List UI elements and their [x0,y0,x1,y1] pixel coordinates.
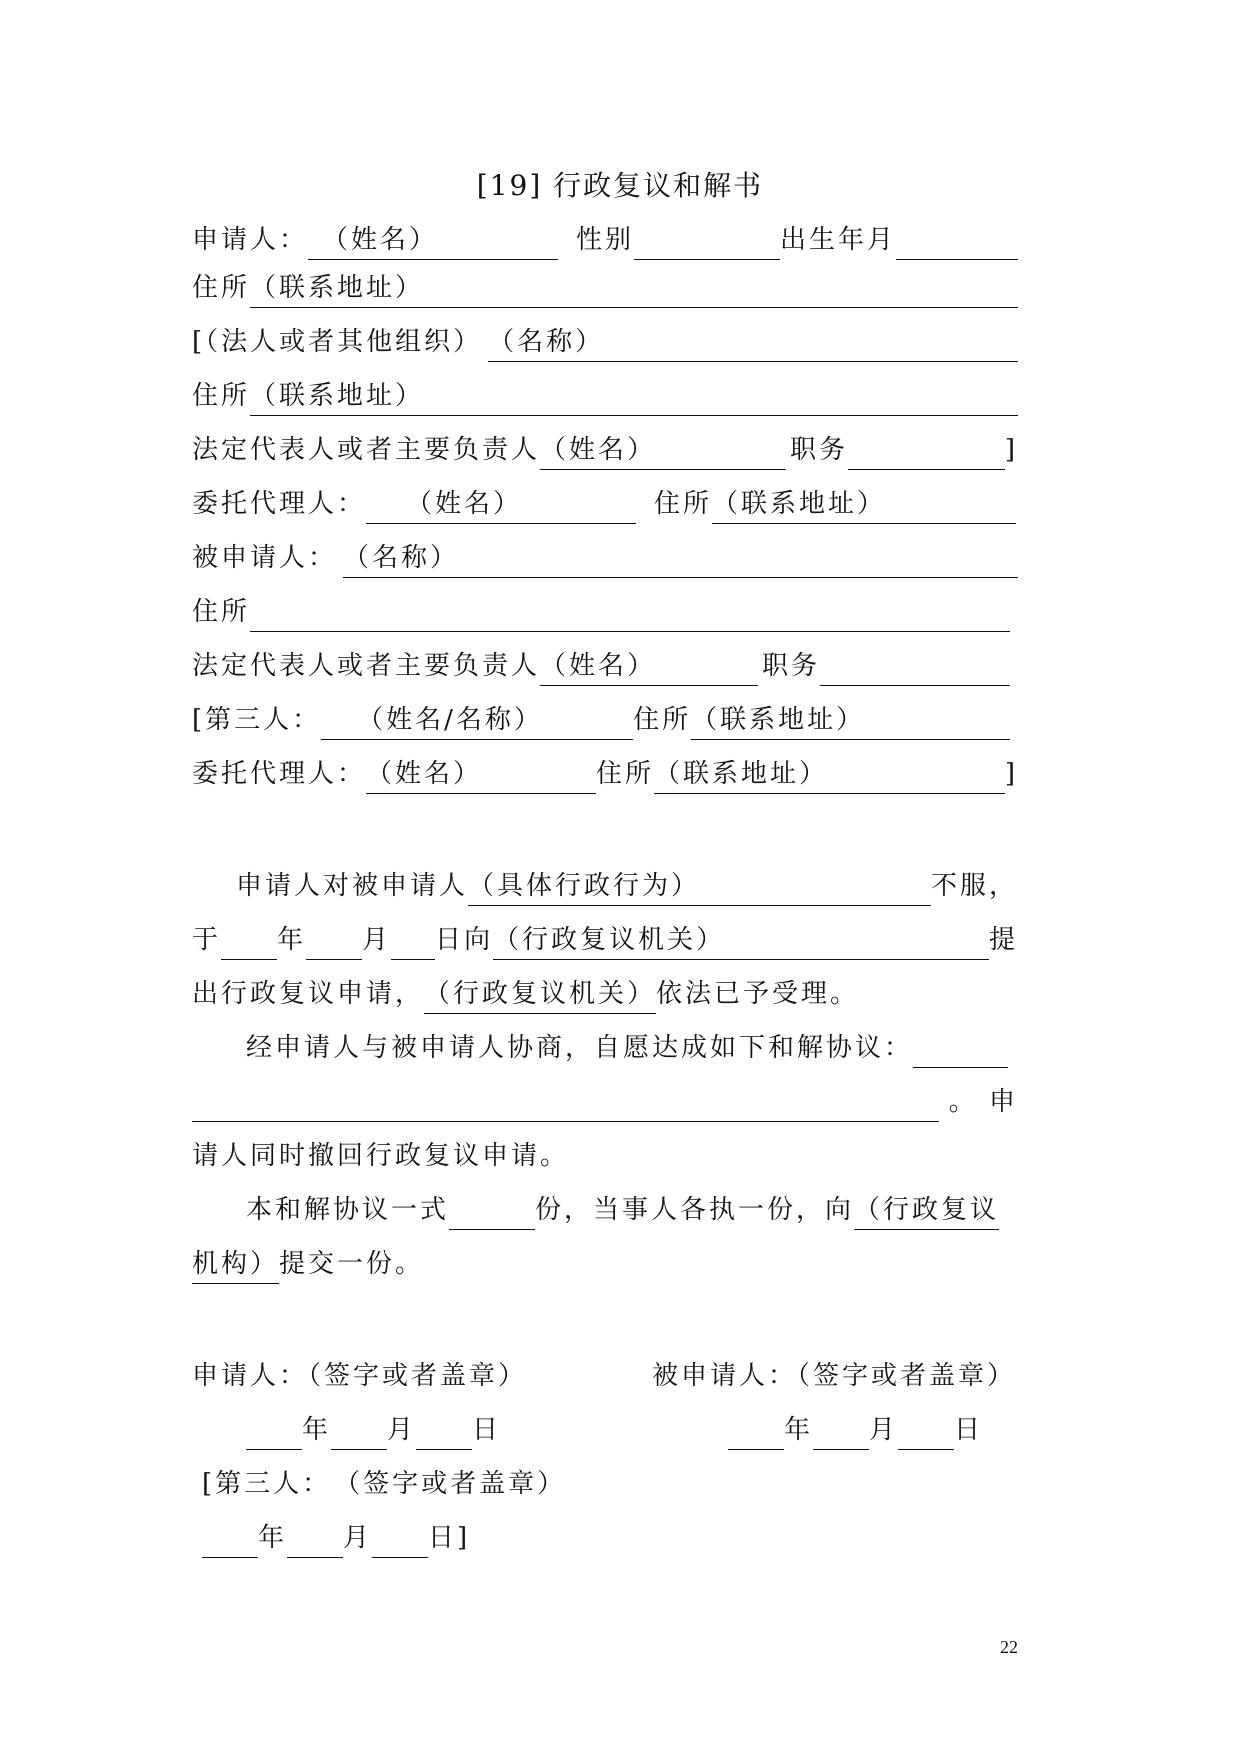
birth-field[interactable] [896,223,1018,260]
body-text: 出行政复议申请， [192,979,425,1009]
third-party-row [192,700,1010,740]
body-line-1 [236,866,1018,906]
third-party-month-field[interactable] [287,1521,343,1558]
third-party-address-field[interactable]: （联系地址） [691,703,1010,740]
body-text: 经申请人与被申请人协商，自愿达成如下和解协议： [246,1033,914,1063]
body-text: 提交一份。 [279,1249,425,1279]
body-text: 请人同时撤回行政复议申请。 [192,1141,570,1171]
day-label: 日 [954,1415,984,1445]
organization-address-field[interactable]: （联系地址） [250,379,1018,416]
body-line-5 [192,1082,1018,1122]
applicant-year-field[interactable] [246,1413,302,1450]
applicant-signature-label: 申请人：（签字或者盖章） [192,1361,528,1391]
respondent-name-field[interactable]: （名称） [343,541,1018,578]
respondent-signature-label: 被申请人：（签字或者盖章） [652,1361,1017,1391]
gender-field[interactable] [634,223,780,260]
residence-label: 住所 [192,597,251,627]
organization-label: [（法人或者其他组织） [192,327,483,357]
respondent-year-field[interactable] [728,1413,784,1450]
third-party-day-field[interactable] [372,1521,428,1558]
day-label: 日 [435,925,465,955]
year-label: 年 [258,1523,288,1553]
close-bracket: ] [1004,435,1018,465]
third-party-agent-address-field[interactable]: （联系地址） [654,757,1005,794]
respondent-address-field[interactable] [250,595,1010,632]
body-text: 于 [192,925,222,955]
body-text: 。 申 [948,1087,1018,1117]
day-field[interactable] [391,923,435,960]
third-party-name-field[interactable]: （姓名/名称） [321,703,633,740]
day-bracket-label: 日] [428,1523,471,1553]
applicant-name-field[interactable]: （姓名） [308,223,558,260]
legal-rep-label: 法定代表人或者主要负责人 [192,651,541,681]
respondent-label: 被申请人： [192,543,338,573]
review-organ-field[interactable]: （行政复议机关） [493,923,989,960]
respondent-signature [652,1356,1032,1396]
review-body-field-continued[interactable]: 机构） [192,1247,279,1284]
agent-label: 委托代理人： [192,759,367,789]
month-label: 月 [343,1523,373,1553]
year-label: 年 [302,1415,332,1445]
residence-label: 住所 [633,705,692,735]
residence-label: 住所 [596,759,655,789]
body-text: 申请人对被申请人 [236,871,469,901]
applicant-address-field[interactable]: （联系地址） [250,271,1018,308]
year-field[interactable] [221,923,277,960]
legal-rep-position-field[interactable] [848,433,1005,470]
third-party-agent-name-field[interactable]: （姓名） [366,757,596,794]
applicant-label: 申请人： [192,225,309,255]
legal-rep-label: 法定代表人或者主要负责人 [192,435,541,465]
applicant-date-row [246,1410,566,1450]
month-label: 月 [362,925,392,955]
applicant-residence-row [192,268,1018,308]
gender-label: 性别 [576,225,635,255]
applicant-month-field[interactable] [331,1413,387,1450]
body-text: 份，当事人各执一份，向 [535,1195,855,1225]
agreement-content-field[interactable] [913,1031,1008,1068]
agreement-content-field-continued[interactable] [192,1085,939,1122]
third-party-date-row [202,1518,522,1558]
residence-label: 住所 [192,273,251,303]
body-line-4 [246,1028,1008,1068]
third-party-label: [第三人： [192,705,322,735]
organization-residence-row [192,376,1018,416]
legal-rep-name-field[interactable]: （姓名） [540,433,786,470]
copies-field[interactable] [449,1193,535,1230]
review-organ-field[interactable]: （行政复议机关） [424,977,656,1014]
month-label: 月 [387,1415,417,1445]
respondent-residence-row [192,592,1010,632]
applicant-row [192,220,1018,260]
body-text: 本和解协议一式 [246,1195,450,1225]
applicant-signature [192,1356,592,1396]
residence-label: 住所 [192,381,251,411]
third-party-signature [202,1464,702,1504]
page-number: 22 [1000,1637,1018,1657]
body-line-6 [192,1136,1018,1176]
respondent-rep-name-field[interactable]: （姓名） [540,649,758,686]
body-text: 提 [988,925,1018,955]
respondent-legal-rep-row [192,646,1010,686]
body-line-2 [192,920,1018,960]
respondent-row [192,538,1018,578]
position-label: 职务 [790,435,849,465]
body-line-7 [246,1190,1018,1230]
birth-label: 出生年月 [780,225,897,255]
body-line-3 [192,974,1018,1014]
respondent-month-field[interactable] [813,1413,869,1450]
body-line-8 [192,1244,1018,1284]
third-party-signature-label: [第三人： （签字或者盖章） [202,1469,567,1499]
applicant-day-field[interactable] [416,1413,472,1450]
body-text: 不服， [930,871,1018,901]
body-text: 依法已予受理。 [656,979,860,1009]
agent-label: 委托代理人： [192,489,367,519]
legal-rep-row [192,430,1018,470]
month-field[interactable] [306,923,362,960]
close-bracket: ] [1004,759,1018,789]
month-label: 月 [869,1415,899,1445]
year-label: 年 [277,925,307,955]
agent-address-field[interactable]: （联系地址） [712,487,1016,524]
third-party-agent-row [192,754,1018,794]
document-title: [19] 行政复议和解书 [476,169,764,202]
administrative-act-field[interactable]: （具体行政行为） [468,869,931,906]
respondent-rep-position-field[interactable] [820,649,1010,686]
day-label: 日 [472,1415,502,1445]
year-label: 年 [784,1415,814,1445]
respondent-day-field[interactable] [898,1413,954,1450]
respondent-date-row [728,1410,1048,1450]
review-body-field[interactable]: （行政复议 [854,1193,999,1230]
organization-row [192,322,1018,362]
agent-name-field[interactable]: （姓名） [366,487,636,524]
agent-row [192,484,1018,524]
organization-name-field[interactable]: （名称） [488,325,1018,362]
residence-label: 住所 [654,489,713,519]
position-label: 职务 [762,651,821,681]
third-party-year-field[interactable] [202,1521,258,1558]
body-text: 向 [464,925,494,955]
